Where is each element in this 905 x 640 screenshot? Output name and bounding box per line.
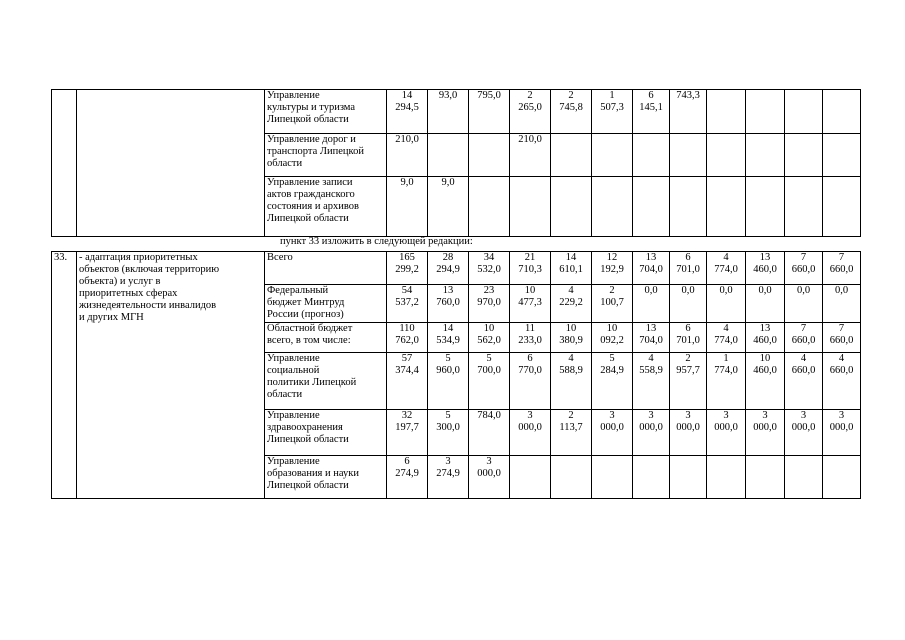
value-cell: 1 774,0 — [707, 353, 746, 410]
item-number-cell: 33. — [52, 252, 77, 499]
value-cell: 3 000,0 — [469, 456, 510, 499]
value-cell: 743,3 — [670, 90, 707, 134]
agency-cell: Управление здравоохранения Липецкой области — [265, 410, 387, 456]
value-cell: 3 000,0 — [510, 410, 551, 456]
value-cell: 0,0 — [670, 285, 707, 323]
item-number-cell — [52, 90, 77, 237]
value-cell: 3 000,0 — [592, 410, 633, 456]
value-cell — [785, 134, 823, 177]
agency-cell: Управление записи актов гражданского состояния и архивов Липецкой области — [265, 177, 387, 237]
value-cell: 795,0 — [469, 90, 510, 134]
value-cell — [785, 90, 823, 134]
table-row — [52, 90, 861, 134]
item-33-budget-table — [51, 251, 861, 499]
value-cell: 4 229,2 — [551, 285, 592, 323]
value-cell — [592, 134, 633, 177]
value-cell: 0,0 — [707, 285, 746, 323]
value-cell: 210,0 — [510, 134, 551, 177]
value-cell: 4 660,0 — [823, 353, 861, 410]
measure-description-cell: - адаптация приоритетных объектов (включая территорию объекта) и услуг в приоритетных сферах жизнедеятельности инвалидов и других МГН — [77, 252, 265, 499]
value-cell — [510, 456, 551, 499]
value-cell: 0,0 — [785, 285, 823, 323]
value-cell: 6 701,0 — [670, 323, 707, 353]
value-cell — [592, 177, 633, 237]
value-cell: 5 300,0 — [428, 410, 469, 456]
agency-cell: Областной бюджет всего, в том числе: — [265, 323, 387, 353]
value-cell: 14 294,5 — [387, 90, 428, 134]
table-row — [52, 252, 861, 285]
value-cell: 57 374,4 — [387, 353, 428, 410]
value-cell: 7 660,0 — [823, 252, 861, 285]
value-cell: 6 274,9 — [387, 456, 428, 499]
value-cell: 110 762,0 — [387, 323, 428, 353]
value-cell: 32 197,7 — [387, 410, 428, 456]
value-cell: 2 113,7 — [551, 410, 592, 456]
value-cell: 13 460,0 — [746, 323, 785, 353]
value-cell: 93,0 — [428, 90, 469, 134]
value-cell: 28 294,9 — [428, 252, 469, 285]
value-cell: 0,0 — [633, 285, 670, 323]
value-cell — [707, 134, 746, 177]
value-cell: 21 710,3 — [510, 252, 551, 285]
value-cell: 13 704,0 — [633, 252, 670, 285]
value-cell: 2 265,0 — [510, 90, 551, 134]
value-cell: 5 284,9 — [592, 353, 633, 410]
value-cell — [707, 90, 746, 134]
value-cell: 10 460,0 — [746, 353, 785, 410]
value-cell: 54 537,2 — [387, 285, 428, 323]
value-cell: 4 774,0 — [707, 252, 746, 285]
value-cell — [707, 177, 746, 237]
value-cell: 0,0 — [823, 285, 861, 323]
value-cell: 4 558,9 — [633, 353, 670, 410]
value-cell: 13 704,0 — [633, 323, 670, 353]
value-cell: 2 745,8 — [551, 90, 592, 134]
value-cell: 2 100,7 — [592, 285, 633, 323]
measure-description-cell — [77, 90, 265, 237]
value-cell — [633, 134, 670, 177]
value-cell — [551, 456, 592, 499]
value-cell: 9,0 — [428, 177, 469, 237]
value-cell — [823, 456, 861, 499]
value-cell: 13 460,0 — [746, 252, 785, 285]
value-cell: 34 532,0 — [469, 252, 510, 285]
value-cell — [670, 134, 707, 177]
edit-note: пункт 33 изложить в следующей редакции: — [280, 236, 473, 247]
value-cell: 14 610,1 — [551, 252, 592, 285]
value-cell — [670, 177, 707, 237]
value-cell: 10 477,3 — [510, 285, 551, 323]
agency-cell: Управление дорог и транспорта Липецкой области — [265, 134, 387, 177]
value-cell: 3 000,0 — [707, 410, 746, 456]
value-cell: 7 660,0 — [785, 323, 823, 353]
value-cell — [551, 177, 592, 237]
upper-budget-table — [51, 89, 861, 237]
value-cell — [823, 134, 861, 177]
value-cell: 5 960,0 — [428, 353, 469, 410]
value-cell: 12 192,9 — [592, 252, 633, 285]
value-cell: 2 957,7 — [670, 353, 707, 410]
value-cell — [823, 177, 861, 237]
value-cell: 7 660,0 — [785, 252, 823, 285]
value-cell — [746, 177, 785, 237]
value-cell: 3 000,0 — [746, 410, 785, 456]
value-cell: 14 534,9 — [428, 323, 469, 353]
value-cell — [551, 134, 592, 177]
value-cell: 13 760,0 — [428, 285, 469, 323]
value-cell: 9,0 — [387, 177, 428, 237]
agency-cell: Управление социальной политики Липецкой области — [265, 353, 387, 410]
value-cell: 23 970,0 — [469, 285, 510, 323]
agency-cell: Управление образования и науки Липецкой области — [265, 456, 387, 499]
value-cell: 3 000,0 — [823, 410, 861, 456]
value-cell: 3 000,0 — [633, 410, 670, 456]
value-cell — [746, 456, 785, 499]
value-cell — [510, 177, 551, 237]
value-cell: 4 660,0 — [785, 353, 823, 410]
value-cell: 7 660,0 — [823, 323, 861, 353]
value-cell: 5 700,0 — [469, 353, 510, 410]
value-cell: 10 092,2 — [592, 323, 633, 353]
agency-cell: Всего — [265, 252, 387, 285]
value-cell — [469, 134, 510, 177]
value-cell — [785, 456, 823, 499]
value-cell: 6 701,0 — [670, 252, 707, 285]
value-cell — [707, 456, 746, 499]
value-cell: 11 233,0 — [510, 323, 551, 353]
value-cell: 6 770,0 — [510, 353, 551, 410]
value-cell: 0,0 — [746, 285, 785, 323]
value-cell — [592, 456, 633, 499]
value-cell: 3 274,9 — [428, 456, 469, 499]
value-cell: 3 000,0 — [785, 410, 823, 456]
value-cell: 165 299,2 — [387, 252, 428, 285]
value-cell — [633, 456, 670, 499]
value-cell — [823, 90, 861, 134]
value-cell: 4 588,9 — [551, 353, 592, 410]
value-cell: 784,0 — [469, 410, 510, 456]
value-cell: 3 000,0 — [670, 410, 707, 456]
value-cell — [469, 177, 510, 237]
value-cell — [428, 134, 469, 177]
value-cell: 10 562,0 — [469, 323, 510, 353]
agency-cell: Управление культуры и туризма Липецкой области — [265, 90, 387, 134]
value-cell: 1 507,3 — [592, 90, 633, 134]
value-cell — [785, 177, 823, 237]
agency-cell: Федеральный бюджет Минтруд России (прогноз) — [265, 285, 387, 323]
value-cell: 6 145,1 — [633, 90, 670, 134]
value-cell — [633, 177, 670, 237]
value-cell — [670, 456, 707, 499]
value-cell: 4 774,0 — [707, 323, 746, 353]
value-cell: 10 380,9 — [551, 323, 592, 353]
value-cell — [746, 134, 785, 177]
value-cell: 210,0 — [387, 134, 428, 177]
value-cell — [746, 90, 785, 134]
